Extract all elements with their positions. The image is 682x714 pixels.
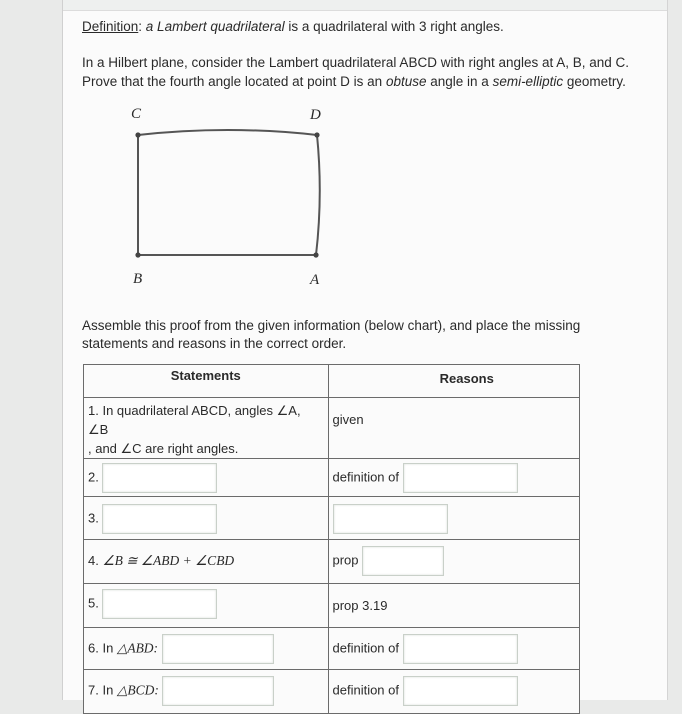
table-row — [84, 670, 580, 714]
lambert-quadrilateral-figure — [63, 100, 667, 300]
statement-cell — [84, 628, 329, 670]
statement-cell — [84, 459, 329, 497]
row2-reason-input[interactable] — [403, 463, 518, 493]
row1-statement-a — [88, 401, 324, 439]
row6-reason: definition of — [332, 640, 399, 656]
row4-reason-input[interactable] — [362, 546, 444, 576]
definition-label: Definition — [82, 19, 139, 34]
row4-reason: prop — [332, 552, 359, 568]
statement-cell — [84, 540, 329, 584]
side-cd — [138, 130, 317, 135]
problem-semi-elliptic: semi-elliptic — [492, 74, 564, 89]
table-row — [84, 540, 580, 584]
row-number: 2. — [88, 469, 99, 485]
problem-line2-pre: Prove that the fourth angle located at point D is an — [82, 74, 386, 89]
row7-math: △BCD: — [116, 682, 159, 698]
problem-line-1: In a Hilbert plane, consider the Lambert quadrilateral ABCD with right angles at A, B, and C. — [82, 55, 630, 70]
reason-cell — [328, 398, 580, 459]
reasons-header — [328, 365, 580, 398]
definition-term: a Lambert quadrilateral — [145, 19, 285, 34]
statement-cell — [84, 398, 329, 459]
label-b: B — [133, 271, 143, 287]
statement-cell — [84, 497, 329, 540]
point-a — [313, 252, 318, 257]
problem-line-2 — [82, 73, 626, 91]
instructions-line-1: Assemble this proof from the given information (below chart), and place the missing — [82, 318, 581, 333]
row1-statement-b — [88, 439, 324, 458]
reason-cell — [328, 459, 580, 497]
row-number: 6. — [88, 640, 99, 656]
row5-reason: prop 3.19 — [332, 598, 388, 613]
row2-reason: definition of — [332, 469, 399, 485]
statements-header-text: Statements — [170, 368, 241, 383]
row-number: 1. — [88, 403, 99, 418]
reason-cell — [328, 670, 580, 714]
definition-sep: : — [138, 19, 146, 34]
row-number: 5. — [88, 595, 99, 611]
problem-obtuse: obtuse — [385, 74, 427, 89]
label-d: D — [310, 107, 321, 123]
row-number: 4. — [88, 553, 99, 568]
row3-reason-input[interactable] — [333, 504, 448, 534]
reason-cell — [328, 497, 580, 540]
reason-cell — [328, 540, 580, 584]
problem-line2-mid: angle in a — [426, 74, 493, 89]
table-header-row — [84, 365, 580, 398]
row7-text: In — [102, 682, 117, 698]
instructions-line-2: statements and reasons in the correct order. — [82, 336, 347, 351]
reasons-header-text: Reasons — [439, 371, 494, 386]
table-row — [84, 459, 580, 497]
definition-line — [82, 18, 504, 36]
label-c: C — [131, 106, 142, 122]
reason-cell — [328, 584, 580, 628]
row3-statement-input[interactable] — [102, 504, 217, 534]
point-b — [135, 252, 140, 257]
proof-table — [83, 364, 580, 714]
table-row — [84, 398, 580, 459]
row6-math: △ABD: — [116, 640, 159, 656]
row6-text: In — [102, 640, 117, 656]
problem-line2-post: geometry. — [563, 74, 626, 89]
statements-header — [84, 365, 329, 398]
table-row — [84, 497, 580, 540]
row6-reason-input[interactable] — [403, 634, 518, 664]
top-band — [63, 0, 667, 11]
row2-statement-input[interactable] — [102, 463, 217, 493]
quadrilateral-diagram — [63, 100, 667, 300]
statement-cell — [84, 584, 329, 628]
definition-rest: is a quadrilateral with 3 right angles. — [284, 19, 504, 34]
row1-text-a: In quadrilateral ABCD, angles ∠A, ∠B — [88, 403, 301, 437]
side-da — [316, 135, 320, 255]
row5-statement-input[interactable] — [102, 589, 217, 619]
row1-text-b: , and ∠C are right angles. — [88, 441, 239, 456]
statement-cell — [84, 670, 329, 714]
row7-reason: definition of — [332, 682, 399, 698]
point-c — [135, 132, 140, 137]
reason-cell — [328, 628, 580, 670]
row1-reason: given — [332, 412, 364, 427]
row4-math: ∠B ≅ ∠ABD + ∠CBD — [102, 553, 235, 568]
table-row — [84, 628, 580, 670]
document-page — [62, 0, 668, 700]
label-a: A — [310, 272, 320, 288]
row7-reason-input[interactable] — [403, 676, 518, 706]
row6-statement-input[interactable] — [162, 634, 274, 664]
table-row — [84, 584, 580, 628]
row-number: 3. — [88, 510, 99, 526]
row7-statement-input[interactable] — [162, 676, 274, 706]
row-number: 7. — [88, 682, 99, 698]
point-d — [314, 132, 319, 137]
